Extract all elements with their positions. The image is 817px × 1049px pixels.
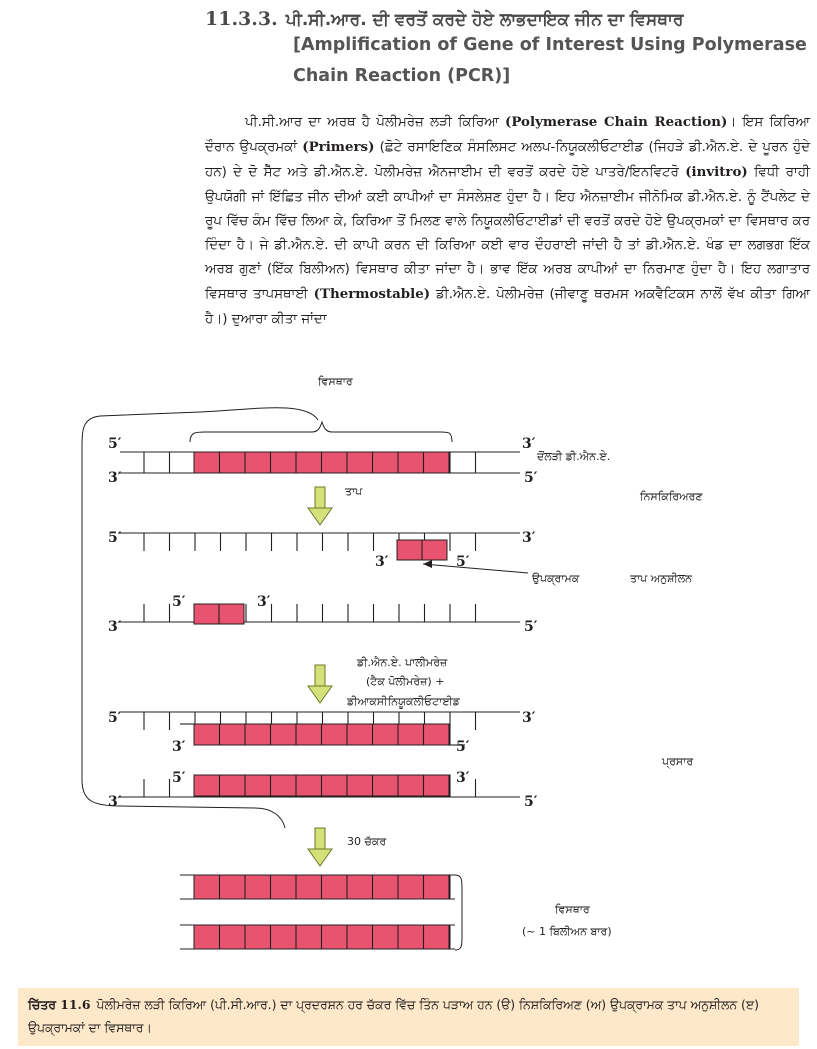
para-text-2: । ਇਸ ਕਿਰਿਆ ਦੌਰਾਨ ਉਪਕ੍ਰਮਕਾਂ [205,115,810,156]
label-extension: ਪ੍ਰਸਾਰ [662,755,694,768]
para-term-invitro: (invitro) [685,164,748,181]
amplification-brace-top [190,422,452,442]
para-term-primers: (Primers) [302,139,375,156]
section-number: 11.3.3. [205,8,278,30]
body-paragraph [205,110,810,332]
step-arrow-2 [308,665,332,703]
label-amplification-bottom: ਵਿਸਥਾਰ [555,903,590,916]
step-arrow-3 [308,828,332,866]
caption-figure-number: 11.6 [60,997,91,1012]
end-label: 5′ [108,530,122,546]
end-label: 3′ [172,739,186,755]
end-label: 5′ [172,770,186,786]
label-amplification-top: ਵਿਸਥਾਰ [318,375,353,388]
end-label: 3′ [108,619,122,635]
section-title-english-line2: Chain Reaction (PCR)] [293,66,511,86]
para-text-4: ਵਿਧੀ ਰਾਹੀ ਉਪਯੋਗੀ ਜਾਂ ਇੱਛਿਤ ਜੀਨ ਦੀਆਂ ਕਈ ਕਾਪੀਆਂ ਦਾ ਸੰਸਲੇਸ਼ਣ ਹੁੰਦਾ ਹੈ। ਇਹ ਐਨਜ਼ਾਈਮ ਜੀਨੋਮਿਕ ਡੀ.ਐਨ.ਏ. ਨੂੰ ਟੈਂਪਲੇਟ ਦੇ ਰੂਪ ਵਿੱਚ ਕੰਮ ਵਿੱਚ ਲਿਆ ਕੇ, ਕਿਰਿਆ ਤੋਂ ਮਿਲਣ ਵਾਲੇ ਨਿਯੂਕਲੀਓਟਾਈਡਾਂ ਦੀ ਵਰਤੋਂ ਕਰਦੇ ਹੋਏ ਉਪਕ੍ਰਮਕਾਂ ਦਾ ਵਿਸਥਾਰ ਕਰ ਦਿੰਦਾ ਹੈ। ਜੇ ਡੀ.ਐਨ.ਏ. ਦੀ ਕਾਪੀ ਕਰਨ ਦੀ ਕਿਰਿਆ ਕਈ ਵਾਰ ਦੌਹਰਾਈ ਜਾਂਦੀ ਹੈ ਤਾਂ ਡੀ.ਐਨ.ਏ. ਖੰਡ ਦਾ ਲਗਭਗ ਇੱਕ ਅਰਬ ਗੁਣਾਂ (ਇੱਕ ਬਿਲੀਅਨ) ਵਿਸਥਾਰ ਕੀਤਾ ਜਾਂਦਾ ਹੈ। ਭਾਵ ਇੱਕ ਅਰਬ ਕਾਪੀਆਂ ਦਾ ਨਿਰਮਾਣ ਹੁੰਦਾ ਹੈ। ਇਹ ਲਗਾਤਾਰ ਵਿਸਥਾਰ ਤਾਪਸਥਾਈ [205,165,810,303]
para-text-5: ਡੀ.ਐਨ.ਏ. ਪੋਲੀਮਰੇਜ਼ (ਜੀਵਾਣੂ ਥਰਮਸ ਅਕਵੈਟਿਕਸ ਨਾਲੋਂ ਵੱਖ ਕੀਤਾ ਗਿਆ ਹੈ।) ਦੁਆਰਾ ਕੀਤਾ ਜਾਂਦਾ [205,287,811,327]
end-label: 5′ [524,619,538,635]
end-label: 3′ [257,594,271,610]
end-label: 3′ [522,436,536,452]
end-label: 3′ [522,530,536,546]
para-text-3: (ਛੋਟੇ ਰਸਾਇਣਿਕ ਸੰਸਲਿਸਟ ਅਲਪ-ਨਿਯੂਕਲੀਓਟਾਈਡ (ਜਿਹੜੇ ਡੀ.ਐਨ.ਏ. ਦੇ ਪੂਰਨ ਹੁੰਦੇ ਹਨ) ਦੇ ਦੋ ਸੈੱਟ ਅਤੇ ਡੀ.ਐਨ.ਏ. ਪੋਲੀਮਰੇਜ਼ ਐਨਜਾਈਮ ਦੀ ਵਰਤੋਂ ਕਰਦੇ ਹੋਏ ਪਾਤਰੇ/ਇਨਵਿਟਰੋ [205,140,810,181]
amplified-bracket [455,875,462,950]
end-label: 5′ [456,554,470,570]
end-label: 3′ [108,794,122,810]
para-text-1: ਪੀ.ਸੀ.ਆਰ ਦਾ ਅਰਥ ਹੈ ਪੋਲੀਮਰੇਜ਼ ਲੜੀ ਕਿਰਿਆ [245,115,505,130]
end-label: 3′ [522,710,536,726]
section-title-punjabi: ਪੀ.ਸੀ.ਆਰ. ਦੀ ਵਰਤੋਂ ਕਰਦੇ ਹੋਏ ਲਾਭਦਾਇਕ ਜੀਨ ਦਾ ਵਿਸਥਾਰ [285,10,684,30]
label-30-cycles: 30 ਚੱਕਰ [347,835,387,848]
end-label: 5′ [524,794,538,810]
caption-figure-word: ਚਿੱਤਰ [28,997,56,1012]
end-label: 3′ [456,770,470,786]
end-label: 3′ [375,554,389,570]
label-annealing: ਤਾਪ ਅਨੁਸ਼ੀਲਨ [630,572,693,585]
end-label: 5′ [456,739,470,755]
end-label: 5′ [108,710,122,726]
end-label: 5′ [172,594,186,610]
section-title-english-line1: [Amplification of Gene of Interest Using Polymerase [293,35,807,55]
figure-caption [18,988,799,1046]
end-label: 5′ [108,436,122,452]
label-denaturation: ਨਿਸਕਿਰਿਅਰਣ [640,490,703,503]
end-label: 5′ [524,470,538,486]
caption-figure-label [28,997,90,1012]
label-taq-polymerase: (ਟੈਕ ਪੋਲੀਮਰੇਜ਼) + [366,675,445,688]
primer-pointer-head [423,560,432,568]
primer-pointer [423,564,528,573]
para-term-pcr: (Polymerase Chain Reaction) [505,114,728,130]
label-billion-times: (~ 1 ਬਿਲੀਅਨ ਬਾਰ) [522,925,612,938]
end-label: 3′ [108,470,122,486]
label-primer: ਉਪਕ੍ਰਾਮਕ [532,572,580,585]
caption-text: ਪੋਲੀਮਰੇਜ਼ ਲੜੀ ਕਿਰਿਆ (ਪੀ.ਸੀ.ਆਰ.) ਦਾ ਪ੍ਰਦਰਸ਼ਨ ਹਰ ਚੱਕਰ ਵਿੱਚ ਤਿੰਨ ਪੜਾਅ ਹਨ (ੳ) ਨਿਸ਼ਕਿਰਿਅਣ (ਅ) ਉਪਕ੍ਰਾਮਕ ਤਾਪ ਅਨੁਸ਼ੀਲਨ (ੲ) ਉਪਕ੍ਰਾਮਕਾਂ ਦਾ ਵਿਸਥਾਰ। [28,997,759,1035]
label-heat: ਤਾਪ [345,485,363,498]
label-double-stranded-dna: ਦੋਂਲੜੀ ਡੀ.ਐਨ.ਏ. [537,450,611,463]
pcr-diagram [0,360,817,980]
para-term-thermostable: (Thermostable) [313,286,431,303]
section-heading [205,8,810,92]
label-dna-polymerase: ਡੀ.ਐਨ.ਏ. ਪਾਲੀਮਰੇਜ਼ [357,656,448,669]
step-arrow-1 [308,487,332,525]
label-deoxynucleotides: ਡੀਆਕਸੀਨਿਯੂਕਲੀਓਟਾਈਡ [347,695,460,708]
